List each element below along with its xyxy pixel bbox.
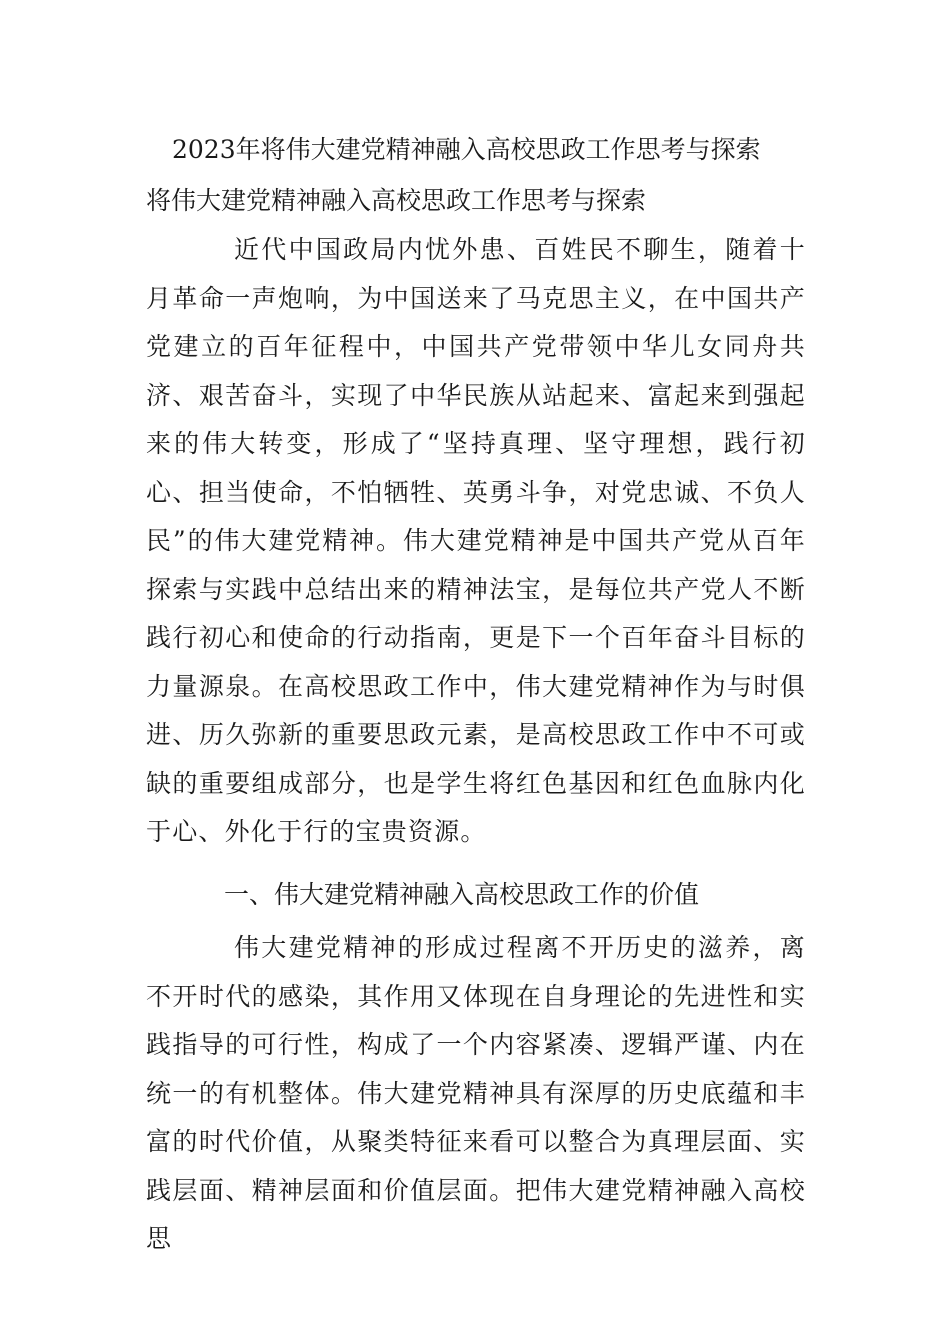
section-paragraph: 伟大建党精神的形成过程离不开历史的滋养，离不开时代的感染，其作用又体现在自身理论的先进性和实践指导的可行性，构成了一个内容紧凑、逻辑严谨、内在统一的有机整体。伟大建党精神具有深厚的历史底蕴和丰富的时代价值，从聚类特征来看可以整合为真理层面、实践层面、精神层面和价值层面。把伟大建党精神融入高校思 [146,933,806,1253]
intro-paragraph: 近代中国政局内忧外患、百姓民不聊生，随着十月革命一声炮响，为中国送来了马克思主义，在中国共产党建立的百年征程中，中国共产党带领中华儿女同舟共济、艰苦奋斗，实现了中华民族从站起来、富起来到强起来的伟大转变，形成了“坚持真理、坚守理想，践行初心、担当使命，不怕牺牲、英勇斗争，对党忠诚、不负人民”的伟大建党精神。伟大建党精神是中国共产党从百年探索与实践中总结出来的精神法宝，是每位共产党人不断践行初心和使命的行动指南，更是下一个百年奋斗目标的力量源泉。在高校思政工作中，伟大建党精神作为与时俱进、历久弥新的重要思政元素，是高校思政工作中不可或缺的重要组成部分，也是学生将红色基因和红色血脉内化于心、外化于行的宝贵资源。 [146,235,806,846]
document-title: 2023年将伟大建党精神融入高校思政工作思考与探索 [172,135,761,164]
document-subtitle: 将伟大建党精神融入高校思政工作思考与探索 [146,186,647,215]
section-heading: 一、伟大建党精神融入高校思政工作的价值 [224,880,700,909]
